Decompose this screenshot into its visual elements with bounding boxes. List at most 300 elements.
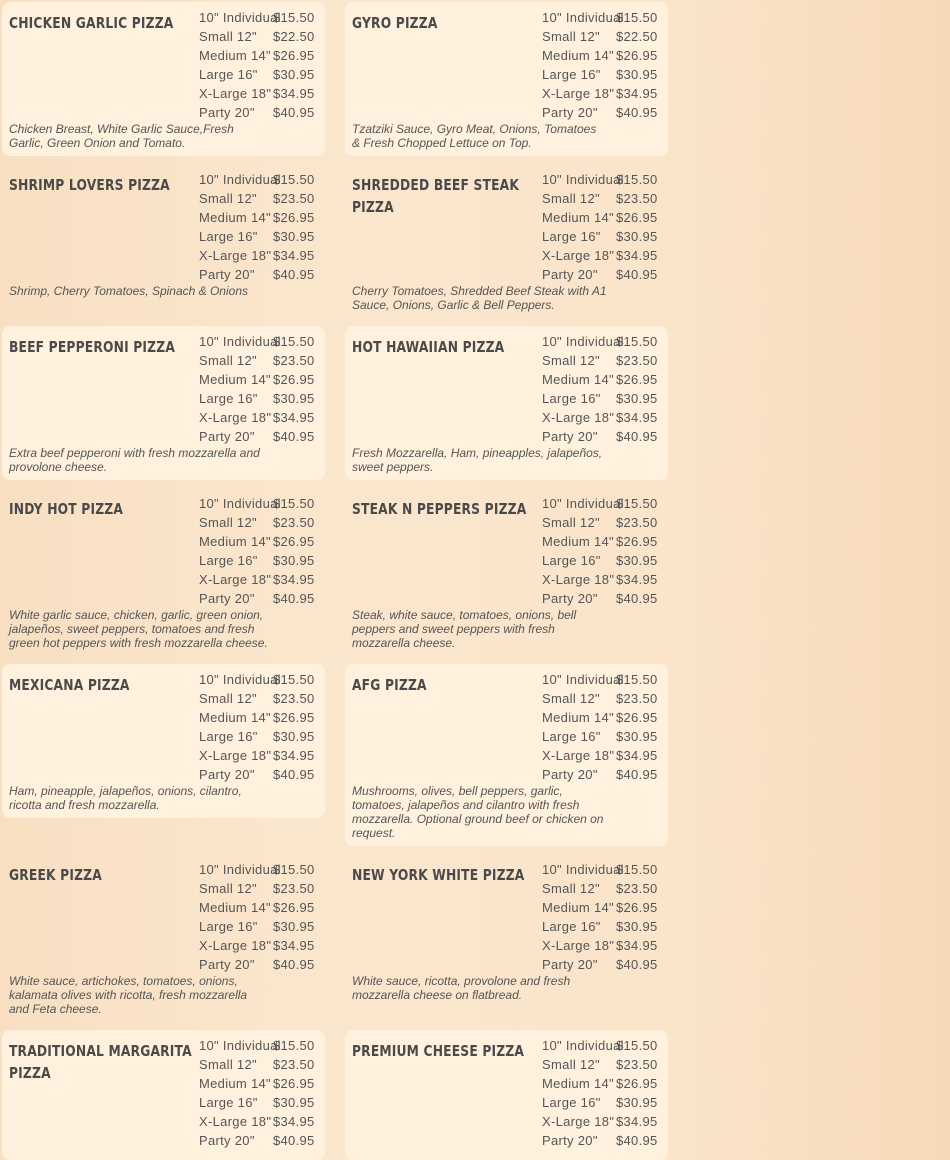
size-label: 10" Individual — [542, 672, 624, 687]
price-row — [542, 532, 672, 551]
price-value: $26.95 — [273, 372, 315, 387]
price-value: $15.50 — [616, 172, 658, 187]
size-label: X-Large 18" — [542, 410, 615, 425]
price-value: $30.95 — [273, 391, 315, 406]
price-value: $30.95 — [616, 919, 658, 934]
price-value: $15.50 — [273, 1038, 315, 1053]
menu-item-card — [345, 664, 668, 846]
price-row — [542, 1112, 672, 1131]
size-label: Party 20" — [199, 591, 255, 606]
price-value: $15.50 — [273, 334, 315, 349]
price-row — [542, 189, 672, 208]
price-list — [199, 494, 329, 608]
price-list — [199, 1036, 329, 1150]
pizza-name: MEXICANA PIZZA — [9, 676, 130, 694]
size-label: Large 16" — [542, 1095, 601, 1110]
price-value: $15.50 — [616, 1038, 658, 1053]
menu-item-card — [2, 664, 325, 818]
size-label: Small 12" — [199, 191, 257, 206]
price-row — [542, 879, 672, 898]
pizza-name: GYRO PIZZA — [352, 14, 438, 32]
pizza-description: Steak, white sauce, tomatoes, onions, bell peppers and sweet peppers with fresh mozzarella cheese. — [352, 608, 577, 650]
price-value: $23.50 — [616, 191, 658, 206]
price-row — [199, 936, 329, 955]
price-row — [199, 8, 329, 27]
size-label: Party 20" — [542, 957, 598, 972]
pizza-name: CHICKEN GARLIC PIZZA — [9, 14, 174, 32]
price-row — [542, 332, 672, 351]
price-value: $40.95 — [273, 429, 315, 444]
size-label: 10" Individual — [199, 672, 281, 687]
price-row — [199, 46, 329, 65]
price-value: $40.95 — [616, 591, 658, 606]
price-value: $26.95 — [616, 48, 658, 63]
price-row — [542, 1055, 672, 1074]
size-label: Large 16" — [199, 67, 258, 82]
size-label: 10" Individual — [542, 334, 624, 349]
size-label: Large 16" — [542, 67, 601, 82]
price-value: $26.95 — [273, 48, 315, 63]
price-value: $23.50 — [273, 191, 315, 206]
menu-item-card — [2, 164, 325, 318]
menu-item-card — [345, 488, 668, 654]
price-row — [199, 65, 329, 84]
size-label: Large 16" — [542, 229, 601, 244]
price-value: $30.95 — [616, 729, 658, 744]
price-list — [542, 670, 672, 784]
menu-item-card — [2, 2, 325, 156]
size-label: Party 20" — [542, 105, 598, 120]
price-value: $23.50 — [273, 515, 315, 530]
price-row — [542, 765, 672, 784]
price-value: $26.95 — [273, 534, 315, 549]
price-value: $15.50 — [273, 10, 315, 25]
price-row — [199, 727, 329, 746]
price-row — [199, 570, 329, 589]
pizza-description: Chicken Breast, White Garlic Sauce,Fresh Garlic, Green Onion and Tomato. — [9, 122, 234, 150]
price-row — [199, 746, 329, 765]
price-value: $40.95 — [273, 767, 315, 782]
price-value: $26.95 — [273, 710, 315, 725]
size-label: 10" Individual — [199, 1038, 281, 1053]
price-value: $23.50 — [273, 1057, 315, 1072]
size-label: X-Large 18" — [542, 86, 615, 101]
price-list — [542, 170, 672, 284]
price-row — [199, 917, 329, 936]
price-row — [199, 765, 329, 784]
size-label: 10" Individual — [542, 172, 624, 187]
size-label: Small 12" — [542, 191, 600, 206]
price-value: $34.95 — [616, 1114, 658, 1129]
size-label: Medium 14" — [542, 48, 614, 63]
size-label: X-Large 18" — [542, 572, 615, 587]
price-value: $23.50 — [616, 691, 658, 706]
size-label: Medium 14" — [542, 210, 614, 225]
price-row — [199, 860, 329, 879]
price-value: $26.95 — [616, 534, 658, 549]
price-value: $34.95 — [273, 1114, 315, 1129]
pizza-name: TRADITIONAL MARGARITA PIZZA — [9, 1042, 192, 1082]
size-label: 10" Individual — [542, 1038, 624, 1053]
price-value: $34.95 — [616, 748, 658, 763]
price-value: $30.95 — [273, 229, 315, 244]
price-row — [199, 1131, 329, 1150]
size-label: Medium 14" — [199, 900, 271, 915]
price-list — [542, 1036, 672, 1150]
price-value: $23.50 — [616, 353, 658, 368]
size-label: Party 20" — [199, 267, 255, 282]
size-label: Party 20" — [542, 767, 598, 782]
size-label: Medium 14" — [199, 1076, 271, 1091]
price-row — [542, 860, 672, 879]
size-label: Party 20" — [199, 1133, 255, 1148]
price-row — [542, 513, 672, 532]
price-list — [542, 494, 672, 608]
size-label: Small 12" — [542, 515, 600, 530]
size-label: Party 20" — [199, 105, 255, 120]
price-list — [199, 670, 329, 784]
size-label: X-Large 18" — [542, 938, 615, 953]
price-row — [199, 1093, 329, 1112]
price-row — [542, 389, 672, 408]
price-value: $23.50 — [273, 353, 315, 368]
size-label: Party 20" — [542, 1133, 598, 1148]
size-label: Party 20" — [199, 429, 255, 444]
price-row — [542, 746, 672, 765]
size-label: X-Large 18" — [542, 1114, 615, 1129]
size-label: Medium 14" — [542, 1076, 614, 1091]
pizza-description: Shrimp, Cherry Tomatoes, Spinach & Onions — [9, 284, 248, 298]
pizza-name: PREMIUM CHEESE PIZZA — [352, 1042, 525, 1060]
pizza-name: GREEK PIZZA — [9, 866, 102, 884]
price-row — [199, 389, 329, 408]
price-row — [199, 351, 329, 370]
pizza-description: White garlic sauce, chicken, garlic, green onion, jalapeños, sweet peppers, tomatoes and fresh green hot peppers with fresh mozzarella cheese. — [9, 608, 268, 650]
price-row — [542, 351, 672, 370]
size-label: 10" Individual — [542, 862, 624, 877]
price-value: $15.50 — [616, 10, 658, 25]
price-value: $23.50 — [616, 881, 658, 896]
price-value: $30.95 — [616, 1095, 658, 1110]
price-value: $40.95 — [616, 429, 658, 444]
pizza-description: Fresh Mozzarella, Ham, pineapples, jalapeños, sweet peppers. — [352, 446, 603, 474]
price-row — [199, 84, 329, 103]
pizza-name: BEEF PEPPERONI PIZZA — [9, 338, 176, 356]
price-value: $34.95 — [616, 248, 658, 263]
price-row — [542, 727, 672, 746]
price-row — [542, 246, 672, 265]
price-row — [542, 955, 672, 974]
price-value: $15.50 — [616, 672, 658, 687]
price-list — [542, 8, 672, 122]
size-label: Party 20" — [542, 267, 598, 282]
price-row — [542, 427, 672, 446]
price-value: $15.50 — [616, 862, 658, 877]
size-label: Medium 14" — [199, 210, 271, 225]
size-label: Large 16" — [542, 729, 601, 744]
menu-item-card — [345, 164, 668, 318]
size-label: 10" Individual — [542, 10, 624, 25]
size-label: Large 16" — [199, 1095, 258, 1110]
price-row — [542, 227, 672, 246]
price-value: $30.95 — [616, 229, 658, 244]
size-label: X-Large 18" — [199, 410, 272, 425]
price-value: $26.95 — [616, 1076, 658, 1091]
size-label: Party 20" — [542, 429, 598, 444]
menu-item-card — [345, 854, 668, 1020]
pizza-name: HOT HAWAIIAN PIZZA — [352, 338, 505, 356]
pizza-name: SHRIMP LOVERS PIZZA — [9, 176, 170, 194]
price-value: $26.95 — [273, 210, 315, 225]
price-value: $34.95 — [273, 86, 315, 101]
pizza-name: NEW YORK WHITE PIZZA — [352, 866, 525, 884]
price-row — [542, 570, 672, 589]
price-value: $40.95 — [616, 267, 658, 282]
price-row — [199, 427, 329, 446]
size-label: Small 12" — [199, 29, 257, 44]
price-value: $26.95 — [616, 900, 658, 915]
pizza-name: AFG PIZZA — [352, 676, 427, 694]
price-value: $26.95 — [273, 1076, 315, 1091]
price-row — [542, 936, 672, 955]
price-row — [542, 1093, 672, 1112]
size-label: Party 20" — [199, 957, 255, 972]
price-row — [542, 65, 672, 84]
size-label: Medium 14" — [542, 372, 614, 387]
price-value: $40.95 — [273, 105, 315, 120]
price-row — [199, 208, 329, 227]
price-value: $34.95 — [273, 410, 315, 425]
price-row — [542, 1036, 672, 1055]
price-value: $26.95 — [616, 372, 658, 387]
size-label: X-Large 18" — [199, 1114, 272, 1129]
price-row — [542, 370, 672, 389]
price-row — [542, 208, 672, 227]
price-row — [199, 265, 329, 284]
price-row — [199, 103, 329, 122]
menu-item-card — [2, 326, 325, 480]
price-value: $40.95 — [616, 1133, 658, 1148]
menu-item-card — [2, 488, 325, 654]
size-label: Large 16" — [542, 919, 601, 934]
size-label: 10" Individual — [542, 496, 624, 511]
price-value: $34.95 — [616, 938, 658, 953]
size-label: 10" Individual — [199, 496, 281, 511]
price-list — [542, 860, 672, 974]
price-value: $30.95 — [273, 729, 315, 744]
price-row — [199, 494, 329, 513]
price-value: $30.95 — [273, 1095, 315, 1110]
price-value: $40.95 — [273, 267, 315, 282]
price-row — [199, 532, 329, 551]
size-label: X-Large 18" — [199, 938, 272, 953]
price-value: $23.50 — [273, 881, 315, 896]
price-row — [199, 189, 329, 208]
price-list — [542, 332, 672, 446]
price-row — [542, 170, 672, 189]
size-label: Large 16" — [199, 729, 258, 744]
price-value: $23.50 — [273, 691, 315, 706]
size-label: Medium 14" — [199, 710, 271, 725]
size-label: Small 12" — [199, 881, 257, 896]
price-row — [542, 917, 672, 936]
price-row — [542, 8, 672, 27]
price-row — [199, 1074, 329, 1093]
price-row — [199, 332, 329, 351]
size-label: Party 20" — [199, 767, 255, 782]
size-label: Small 12" — [199, 691, 257, 706]
price-row — [199, 1036, 329, 1055]
price-row — [542, 551, 672, 570]
size-label: Small 12" — [199, 515, 257, 530]
menu-item-card — [345, 2, 668, 156]
price-row — [542, 46, 672, 65]
price-list — [199, 860, 329, 974]
size-label: Large 16" — [199, 391, 258, 406]
price-row — [199, 513, 329, 532]
price-value: $40.95 — [273, 591, 315, 606]
price-value: $30.95 — [273, 67, 315, 82]
size-label: X-Large 18" — [199, 86, 272, 101]
pizza-description: Mushrooms, olives, bell peppers, garlic, tomatoes, jalapeños and cilantro with fresh mozzarella. Optional ground beef or chicken on request. — [352, 784, 604, 840]
price-value: $26.95 — [616, 210, 658, 225]
price-value: $40.95 — [616, 767, 658, 782]
price-row — [542, 1131, 672, 1150]
price-row — [199, 246, 329, 265]
price-value: $26.95 — [273, 900, 315, 915]
price-row — [199, 408, 329, 427]
price-value: $15.50 — [273, 862, 315, 877]
price-value: $40.95 — [616, 105, 658, 120]
size-label: Large 16" — [542, 391, 601, 406]
menu-item-card — [345, 1030, 668, 1160]
size-label: Medium 14" — [542, 534, 614, 549]
pizza-description: Cherry Tomatoes, Shredded Beef Steak with A1 Sauce, Onions, Garlic & Bell Peppers. — [352, 284, 607, 312]
price-value: $30.95 — [273, 553, 315, 568]
price-value: $22.50 — [616, 29, 658, 44]
price-row — [199, 27, 329, 46]
size-label: Small 12" — [542, 881, 600, 896]
price-row — [199, 170, 329, 189]
price-value: $15.50 — [616, 496, 658, 511]
size-label: 10" Individual — [199, 172, 281, 187]
price-row — [199, 898, 329, 917]
price-value: $15.50 — [273, 172, 315, 187]
price-row — [199, 227, 329, 246]
pizza-description: Ham, pineapple, jalapeños, onions, cilantro, ricotta and fresh mozzarella. — [9, 784, 242, 812]
size-label: Large 16" — [542, 553, 601, 568]
pizza-name: INDY HOT PIZZA — [9, 500, 124, 518]
size-label: Large 16" — [199, 919, 258, 934]
price-list — [199, 8, 329, 122]
price-value: $34.95 — [273, 572, 315, 587]
size-label: X-Large 18" — [199, 248, 272, 263]
price-row — [199, 370, 329, 389]
price-value: $34.95 — [273, 248, 315, 263]
price-row — [199, 670, 329, 689]
size-label: X-Large 18" — [542, 748, 615, 763]
price-row — [199, 1055, 329, 1074]
pizza-description: Extra beef pepperoni with fresh mozzarella and provolone cheese. — [9, 446, 260, 474]
price-row — [542, 1074, 672, 1093]
price-value: $34.95 — [616, 572, 658, 587]
price-value: $34.95 — [273, 748, 315, 763]
price-row — [542, 408, 672, 427]
menu-item-card — [345, 326, 668, 480]
size-label: Party 20" — [542, 591, 598, 606]
price-row — [199, 551, 329, 570]
size-label: Small 12" — [542, 353, 600, 368]
price-value: $40.95 — [273, 957, 315, 972]
size-label: Small 12" — [199, 353, 257, 368]
price-value: $23.50 — [616, 515, 658, 530]
price-value: $40.95 — [616, 957, 658, 972]
price-row — [199, 589, 329, 608]
price-row — [542, 494, 672, 513]
size-label: Medium 14" — [542, 900, 614, 915]
price-row — [542, 670, 672, 689]
size-label: 10" Individual — [199, 334, 281, 349]
price-value: $30.95 — [616, 67, 658, 82]
price-row — [199, 689, 329, 708]
size-label: Large 16" — [199, 229, 258, 244]
price-row — [542, 27, 672, 46]
size-label: Medium 14" — [199, 48, 271, 63]
price-value: $30.95 — [616, 391, 658, 406]
price-list — [199, 170, 329, 284]
size-label: Small 12" — [542, 1057, 600, 1072]
price-value: $15.50 — [273, 672, 315, 687]
size-label: X-Large 18" — [199, 572, 272, 587]
price-value: $22.50 — [273, 29, 315, 44]
pizza-description: White sauce, artichokes, tomatoes, onions, kalamata olives with ricotta, fresh mozzarella and Feta cheese. — [9, 974, 248, 1016]
price-row — [199, 708, 329, 727]
price-row — [542, 84, 672, 103]
size-label: X-Large 18" — [199, 748, 272, 763]
price-value: $34.95 — [273, 938, 315, 953]
price-row — [542, 589, 672, 608]
size-label: X-Large 18" — [542, 248, 615, 263]
size-label: 10" Individual — [199, 862, 281, 877]
price-row — [542, 898, 672, 917]
price-row — [542, 265, 672, 284]
size-label: Small 12" — [542, 29, 600, 44]
price-value: $34.95 — [616, 410, 658, 425]
size-label: Small 12" — [199, 1057, 257, 1072]
price-value: $15.50 — [273, 496, 315, 511]
size-label: Medium 14" — [542, 710, 614, 725]
size-label: Small 12" — [542, 691, 600, 706]
price-row — [542, 103, 672, 122]
price-value: $30.95 — [616, 553, 658, 568]
price-value: $15.50 — [616, 334, 658, 349]
price-row — [542, 689, 672, 708]
pizza-name: STEAK N PEPPERS PIZZA — [352, 500, 527, 518]
price-value: $40.95 — [273, 1133, 315, 1148]
price-row — [199, 879, 329, 898]
menu-item-card — [2, 854, 325, 1020]
pizza-description: Tzatziki Sauce, Gyro Meat, Onions, Tomatoes & Fresh Chopped Lettuce on Top. — [352, 122, 597, 150]
price-value: $34.95 — [616, 86, 658, 101]
price-row — [199, 955, 329, 974]
menu-item-card — [2, 1030, 325, 1160]
pizza-name: SHREDDED BEEF STEAK PIZZA — [352, 176, 520, 216]
size-label: 10" Individual — [199, 10, 281, 25]
size-label: Medium 14" — [199, 534, 271, 549]
price-value: $30.95 — [273, 919, 315, 934]
price-value: $26.95 — [616, 710, 658, 725]
price-value: $23.50 — [616, 1057, 658, 1072]
